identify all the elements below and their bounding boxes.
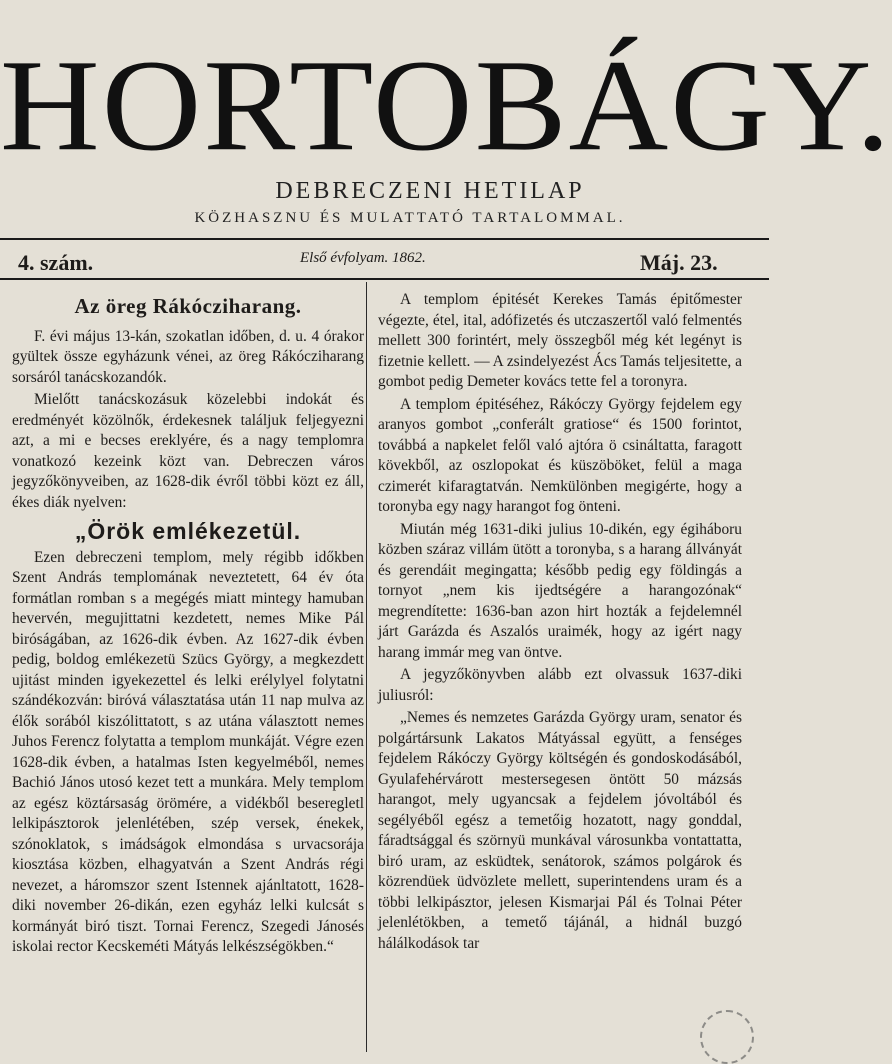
paragraph: „Nemes és nemzetes Garázda György uram, senator és polgártársunk Lakatos Mátyással együtt, a fenséges fejdelem Rákóczy György költségén és gondoskodásából, Gyulafehérvárott mestersegesen öntött 50 mázsás harangot, mely ugyancsak a fejdelem jóvoltából és segélyéből egész a temetőig hozatott, nagy gonddal, fáradtsággal és szörnyü munkával városunkba vontattatta, biró uram, az esküdtek, senátorok, számos polgárok és közrendüek üdvözlete mellett, superintendens uram és a többi lelkipásztor, jelesen Kismarjai Pál és Tolnai Péter jelenlétökben, a temető tájánál, a hidnál buzgó hálálkodások tar [378,709,742,952]
paragraph: A templom épitését Kerekes Tamás épitőmester végezte, étel, ital, adófizetés és utczaszertől való felmentés mellett 300 forintért, mely összegből még két legényt is fizetnie kellett. — A zsindelyezést Ács Tamás teljesitette, a gombot pedig Demeter kovács tette fel a toronyra. [378,291,742,390]
issue-date: Máj. 23. [640,250,718,275]
right-column [378,290,742,956]
masthead-title: HORTOBÁGY. [0,32,892,178]
paragraph: Miután még 1631-diki julius 10-dikén, egy égiháboru közben száraz villám ütött a toronyba, s a harang állványát és gerendáit megingatta; később pedig egy földingás a tornyot „nem kis ijedtségére a harangozónak“ megrendítette: 1636-ban azon hirt hozták a fejdelemnél járt Garázda és Aszalós uraimék, hogy az igért nagy harang immár meg van öntve. [378,520,742,661]
paragraph: Mielőtt tanácskozásuk közelebbi indokát és eredményét közölnők, érdekesnek találjuk feljegyezni azt, a mi e becses ereklyére, és a nagy templomra vonatkozó kezeink közt van. Debreczen város jegyzőkönyveiben, az 1628-dik évről többi közt ez áll, ékes diák nyelven: [12,391,364,511]
issue-number: 4. szám. [18,250,94,275]
top-rule [0,238,769,240]
left-column [12,290,364,960]
article-subtitle: „Örök emlékezetül. [74,518,302,544]
header-rule [0,278,769,280]
column-divider [366,282,367,1052]
library-stamp [700,1010,754,1064]
issue-edition: Első évfolyam. 1862. [300,250,426,266]
masthead-subtitle: DEBRECZENI HETILAP [275,178,585,204]
paragraph: A templom épitéséhez, Rákóczy György fejdelem egy aranyos gombot „conferált gratiose“ és 1500 forintot, továbbá a napkelet felől való ajtóra ö csináltatta, faragott kövekből, az oszlopokat és küszöböket, felül a maga czimerét kifaragtatván. Nemkülönben megigérte, hogy a toronyba egy nagy harangot fog önteni. [378,395,742,515]
paragraph: Ezen debreczeni templom, mely régibb időkben Szent András templomának neveztetett, 64 év óta formátlan romban s a megégés miatt mintegy hamuban hevervén, megujittatni kezdetett, nemes Mike Pál biróságában, az 1626-dik évben. Az 1627-dik évben pedig, boldog emlékezetü Szücs György, a megkezdett ujitást minden igyekezettel és lelki erélylyel folytatni szándékozván: biróvá választatása után 11 nap mulva az élők sorából kiszólittatott, s az utána választott nemes Juhos Ferencz folytatta a templom munkáját. Végre ezen 1628-dik évben, a hatalmas Isten kegyelméből, nemes Bachió János utosó kezet tett a munkára. Mely templom az egész köztársaság örömére, a vidékből beseregletl lelkipásztorok jelenlétében, szép versek, énekek, szónoklatok, s imádságok elmondása s urvacsorája kiosztása közben, elhagyatván a Szent András régi nevezet, a háromszor szent Istennek ajánltatott, 1628-diki november 26-dikán, ezen egyház lelki kulcsát s kormányát biró tiszt. Tornai Ferencz, Szegedi Jánosés iskolai rector Kecskeméti Mátyás lelkészségökben.“ [12,548,364,955]
article-title: Az öreg Rákócziharang. [74,294,302,318]
masthead-tagline: KÖZHASZNU ÉS MULATTATÓ TARTALOMMAL. [194,210,626,226]
paragraph: F. évi május 13-kán, szokatlan időben, d. u. 4 órakor gyültek össze egyházunk vénei, az öreg Rákócziharang sorsáról tanácskozandók. [12,327,364,386]
paragraph: A jegyzőkönyvben alább ezt olvassuk 1637-diki juliusról: [378,666,742,704]
